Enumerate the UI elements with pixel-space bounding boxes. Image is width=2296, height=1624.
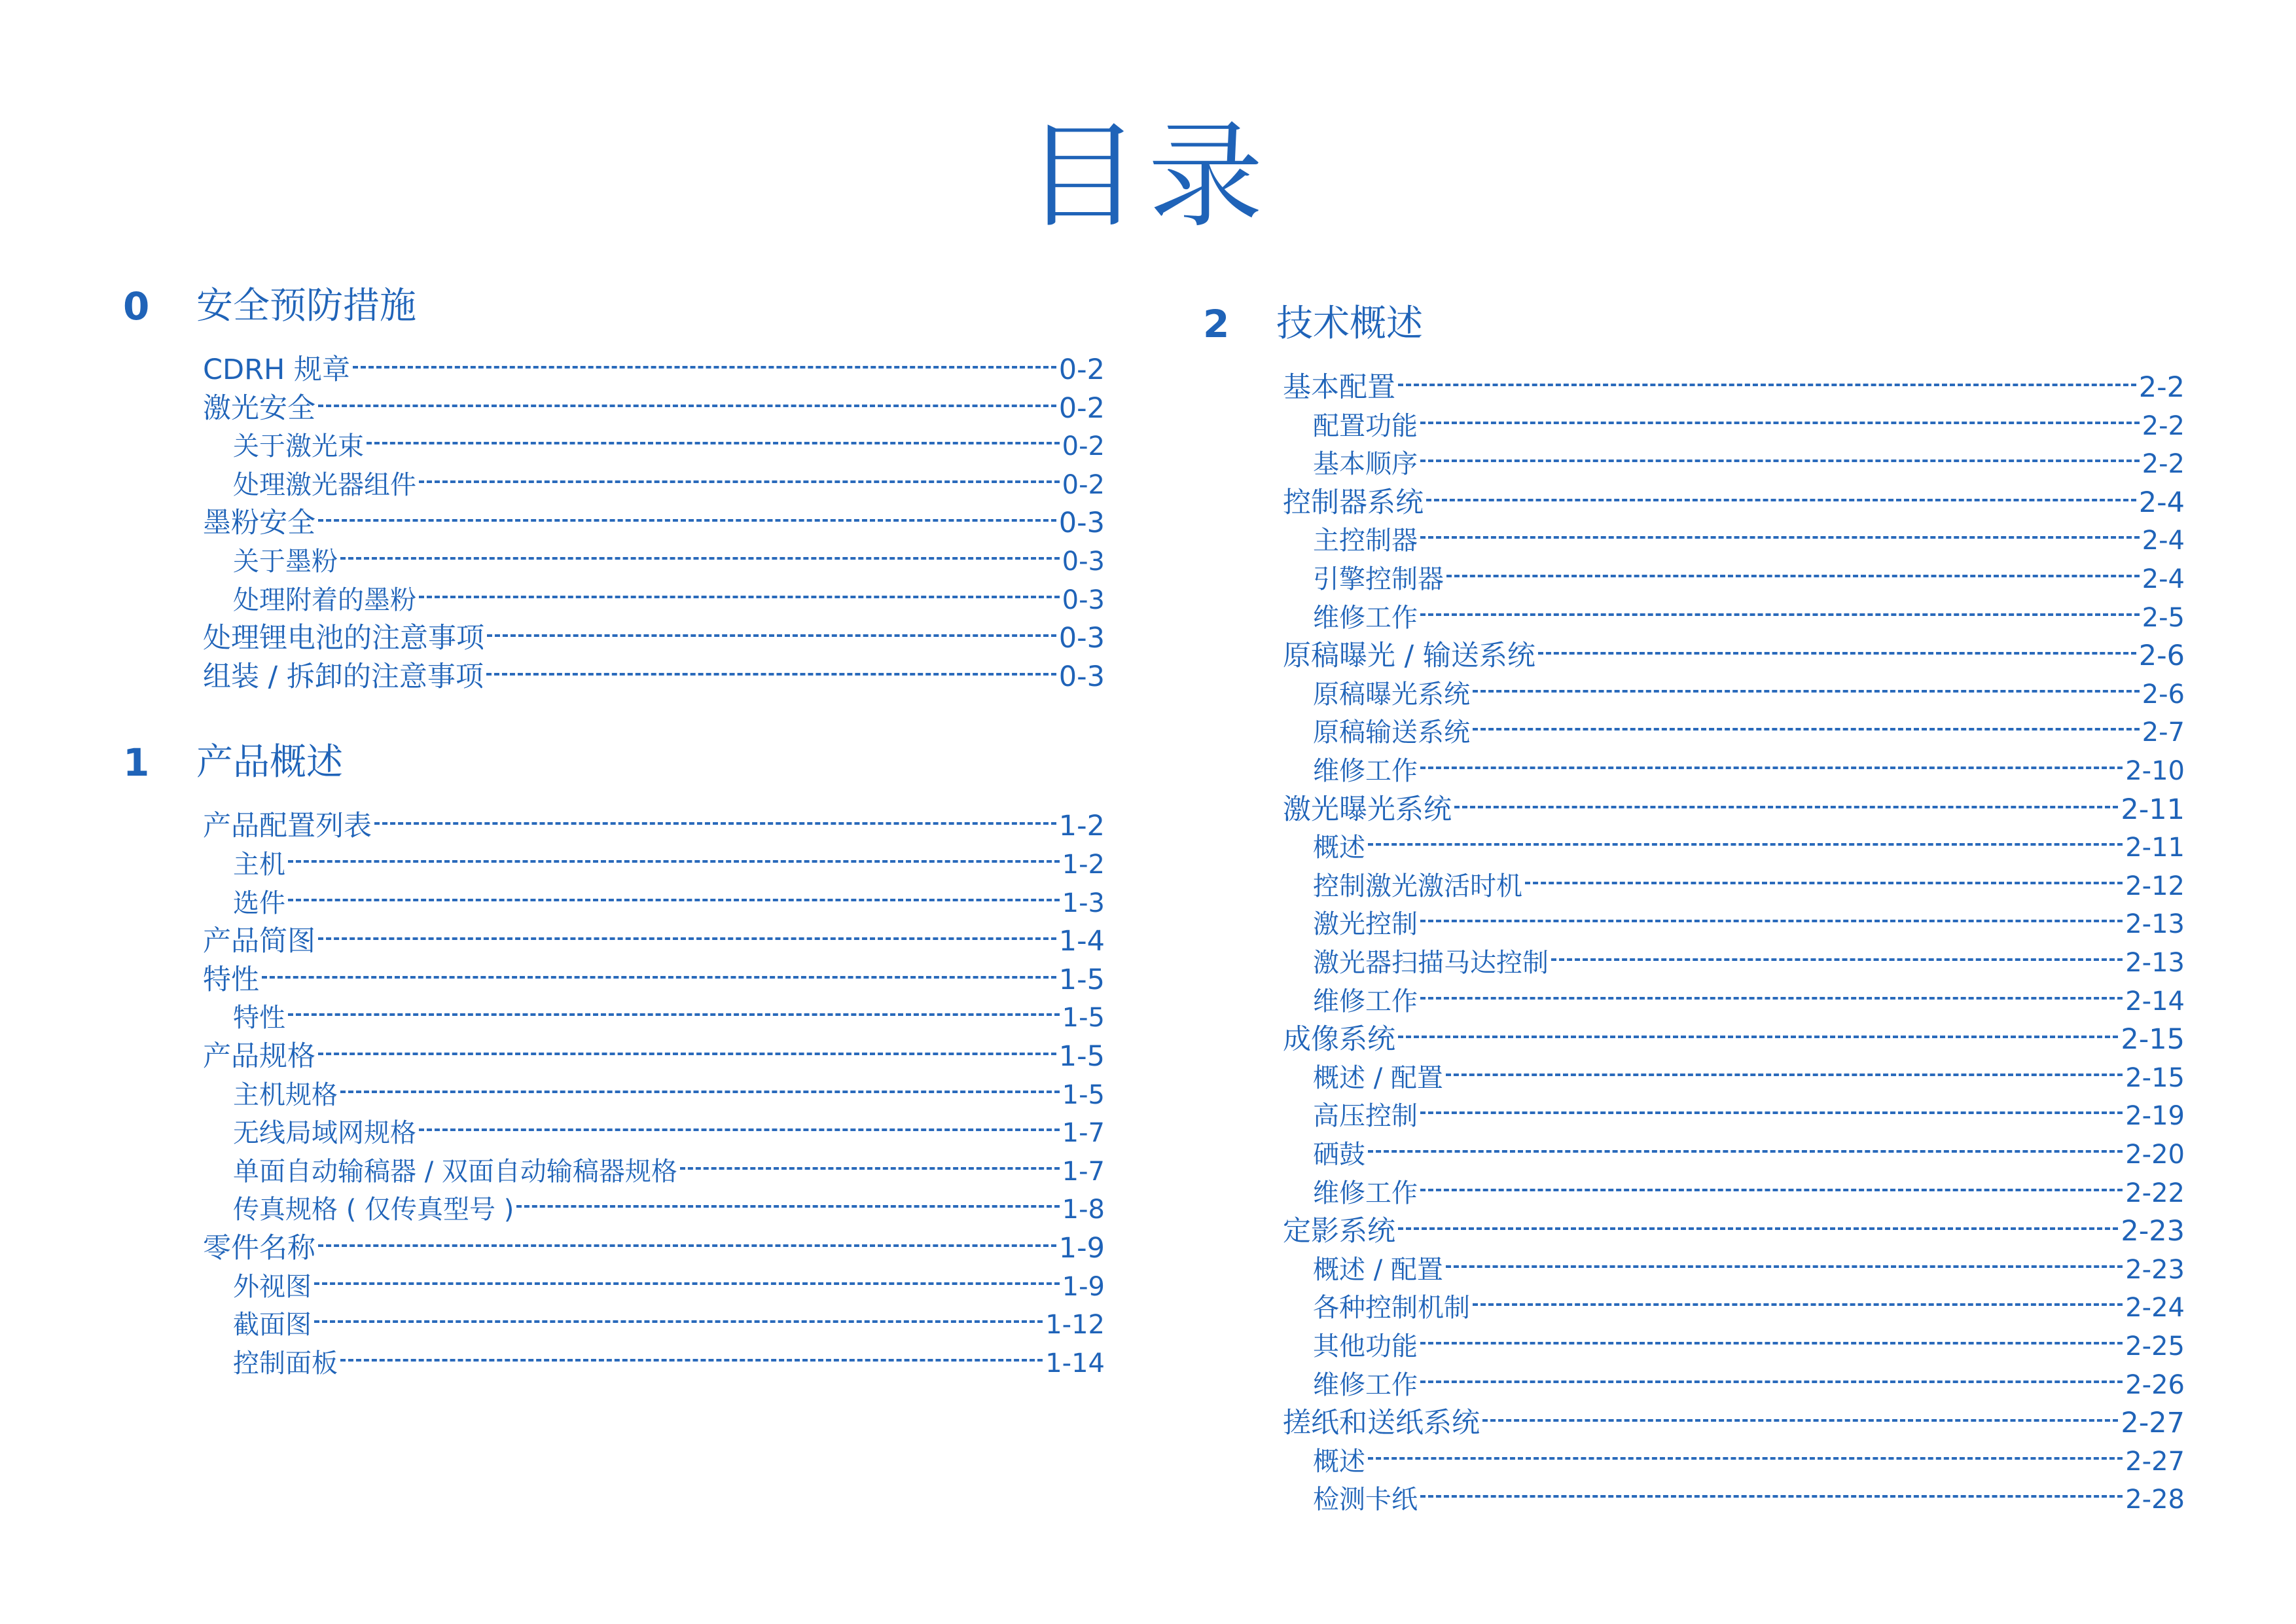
- toc-page-number: 1-4: [1058, 925, 1105, 958]
- toc-entry-label: 概述 / 配置: [1313, 1254, 1443, 1285]
- toc-entry-label: 概述: [1313, 833, 1365, 863]
- dot-leader: [340, 1091, 1060, 1093]
- toc-page-number: 0-3: [1062, 547, 1105, 577]
- toc-page-number: 2-12: [2125, 871, 2185, 901]
- toc-subsection-entry[interactable]: [233, 466, 1105, 504]
- toc-page-number: 1-12: [1045, 1310, 1105, 1341]
- toc-entry-label: 检测卡纸: [1313, 1485, 1418, 1515]
- toc-section-entry[interactable]: [1283, 1020, 2185, 1058]
- dot-leader: [288, 1013, 1060, 1016]
- toc-subsection-entry[interactable]: [1313, 713, 2185, 751]
- toc-entry-label: 产品配置列表: [203, 810, 372, 843]
- toc-entry-label: 处理附着的墨粉: [233, 585, 416, 615]
- toc-page-number: 1-7: [1062, 1156, 1105, 1187]
- toc-entry-label: 选件: [233, 888, 285, 918]
- toc-entry-label: 激光曝光系统: [1283, 793, 1452, 826]
- dot-leader: [1420, 1495, 2123, 1498]
- toc-page-number: 2-22: [2125, 1178, 2185, 1208]
- toc-page-number: 0-2: [1058, 353, 1105, 386]
- dot-leader: [487, 634, 1056, 637]
- toc-section-entry[interactable]: [203, 658, 1105, 696]
- toc-page-number: 1-2: [1058, 810, 1105, 843]
- toc-section-entry[interactable]: [203, 922, 1105, 960]
- toc-section-entry[interactable]: [1283, 1404, 2185, 1442]
- toc-entry-label: 基本配置: [1283, 371, 1395, 404]
- toc-subsection-entry[interactable]: [1313, 676, 2185, 713]
- dot-leader: [1398, 1227, 2118, 1230]
- toc-page-number: 2-11: [2121, 793, 2185, 826]
- dot-leader: [314, 1320, 1043, 1323]
- toc-entry-label: 基本顺序: [1313, 449, 1418, 480]
- dot-leader: [1420, 1111, 2123, 1114]
- toc-page-number: 2-2: [2138, 371, 2185, 404]
- toc-subsection-entry[interactable]: [1313, 1366, 2185, 1404]
- toc-page-number: 2-2: [2142, 410, 2185, 441]
- toc-section-entry[interactable]: [203, 504, 1105, 542]
- toc-subsection-entry[interactable]: [1313, 445, 2185, 483]
- dot-leader: [1473, 690, 2140, 693]
- toc-entry-label: 概述 / 配置: [1313, 1062, 1443, 1093]
- toc-entry-label: 产品简图: [203, 925, 315, 958]
- chapter-number: 2: [1203, 302, 1230, 346]
- toc-subsection-entry[interactable]: [1313, 407, 2185, 445]
- toc-section-entry[interactable]: [203, 1229, 1105, 1267]
- toc-entry-label: 主控制器: [1313, 526, 1418, 556]
- toc-page-number: 0-3: [1058, 660, 1105, 693]
- dot-leader: [340, 557, 1060, 560]
- toc-page-number: 2-24: [2125, 1293, 2185, 1324]
- toc-page-number: 2-23: [2121, 1215, 2185, 1248]
- toc-entry-label: 原稿曝光 / 输送系统: [1283, 640, 1535, 673]
- toc-page-number: 0-2: [1062, 469, 1105, 500]
- toc-page-number: 2-2: [2142, 449, 2185, 480]
- toc-page-number: 1-2: [1062, 850, 1105, 880]
- toc-page-number: 1-9: [1058, 1232, 1105, 1265]
- dot-leader: [353, 366, 1056, 369]
- dot-leader: [1420, 1380, 2123, 1383]
- toc-subsection-entry[interactable]: [233, 846, 1105, 884]
- toc-page-number: 0-3: [1062, 585, 1105, 615]
- toc-page-number: 1-9: [1062, 1271, 1105, 1302]
- toc-subsection-entry[interactable]: [1313, 1289, 2185, 1327]
- toc-entry-label: 配置功能: [1313, 410, 1418, 441]
- dot-leader: [1551, 958, 2123, 961]
- toc-page-number: 1-7: [1062, 1118, 1105, 1149]
- dot-leader: [1426, 499, 2136, 501]
- toc-entry-label: 外视图: [233, 1271, 312, 1302]
- toc-subsection-entry[interactable]: [1313, 1136, 2185, 1174]
- toc-page-number: 2-15: [2121, 1023, 2185, 1056]
- toc-subsection-entry[interactable]: [1313, 1443, 2185, 1481]
- toc-page-number: 2-6: [2138, 640, 2185, 673]
- toc-page-number: 0-2: [1062, 431, 1105, 462]
- toc-page-number: 2-13: [2125, 909, 2185, 940]
- toc-subsection-entry[interactable]: [1313, 905, 2185, 943]
- toc-entry-label: CDRH 规章: [203, 353, 351, 386]
- toc-page-number: 2-26: [2125, 1369, 2185, 1400]
- toc-page-number: 0-3: [1058, 507, 1105, 540]
- dot-leader: [340, 1359, 1043, 1362]
- toc-page-number: 2-20: [2125, 1140, 2185, 1170]
- dot-leader: [1368, 843, 2123, 846]
- toc-page-number: 1-5: [1062, 1079, 1105, 1110]
- toc-subsection-entry[interactable]: [233, 427, 1105, 465]
- toc-entry-label: 原稿曝光系统: [1313, 679, 1470, 710]
- toc-subsection-entry[interactable]: [1313, 1251, 2185, 1289]
- toc-subsection-entry[interactable]: [233, 581, 1105, 619]
- dot-leader: [1446, 1074, 2123, 1076]
- toc-entry-label: 高压控制: [1313, 1101, 1418, 1132]
- toc-subsection-entry[interactable]: [233, 1153, 1105, 1191]
- toc-section-entry[interactable]: [1283, 791, 2185, 829]
- toc-subsection-entry[interactable]: [233, 999, 1105, 1037]
- toc-page-number: 2-6: [2142, 679, 2185, 710]
- toc-page-number: 2-25: [2125, 1331, 2185, 1362]
- toc-section-entry[interactable]: [1283, 1212, 2185, 1250]
- toc-entry-label: 维修工作: [1313, 756, 1418, 786]
- dot-leader: [1482, 1419, 2118, 1422]
- toc-subsection-entry[interactable]: [233, 1344, 1105, 1382]
- dot-leader: [1420, 422, 2140, 424]
- toc-page-number: 2-4: [2142, 526, 2185, 556]
- dot-leader: [1538, 652, 2136, 655]
- dot-leader: [1420, 1189, 2123, 1191]
- chapter-title: 产品概述: [196, 741, 343, 784]
- toc-entry-label: 控制面板: [233, 1348, 338, 1379]
- toc-entry-label: 激光控制: [1313, 909, 1418, 940]
- toc-entry-label: 主机规格: [233, 1079, 338, 1110]
- toc-entry-label: 关于激光束: [233, 431, 364, 462]
- toc-entry-label: 主机: [233, 850, 285, 880]
- dot-leader: [288, 899, 1060, 901]
- dot-leader: [314, 1282, 1060, 1285]
- toc-page-number: 2-28: [2125, 1485, 2185, 1515]
- toc-subsection-entry[interactable]: [233, 543, 1105, 581]
- toc-section-entry[interactable]: [203, 389, 1105, 427]
- toc-page-number: 2-23: [2125, 1254, 2185, 1285]
- toc-section-entry[interactable]: [203, 1038, 1105, 1075]
- toc-entry-label: 其他功能: [1313, 1331, 1418, 1362]
- toc-page-number: 1-5: [1058, 963, 1105, 996]
- toc-section-entry[interactable]: [203, 619, 1105, 657]
- toc-section-entry[interactable]: [203, 961, 1105, 999]
- toc-page-number: 1-5: [1058, 1040, 1105, 1073]
- toc-entry-label: 维修工作: [1313, 986, 1418, 1017]
- dot-leader: [1420, 536, 2140, 539]
- toc-entry-label: 墨粉安全: [203, 507, 315, 540]
- dot-leader: [374, 822, 1056, 825]
- toc-subsection-entry[interactable]: [233, 1268, 1105, 1306]
- toc-entry-label: 原稿输送系统: [1313, 717, 1470, 748]
- toc-subsection-entry[interactable]: [233, 1076, 1105, 1114]
- dot-leader: [1420, 767, 2123, 769]
- dot-leader: [419, 480, 1060, 483]
- toc-entry-label: 处理激光器组件: [233, 469, 416, 500]
- toc-page-number: 2-5: [2142, 602, 2185, 633]
- toc-section-entry[interactable]: [1283, 637, 2185, 675]
- toc-page-number: 1-8: [1062, 1195, 1105, 1225]
- toc-entry-label: 关于墨粉: [233, 547, 338, 577]
- dot-leader: [1473, 728, 2140, 731]
- dot-leader: [1420, 1342, 2123, 1344]
- toc-entry-label: 引擎控制器: [1313, 564, 1444, 594]
- chapter-title: 技术概述: [1276, 302, 1423, 345]
- toc-page-number: 2-4: [2142, 564, 2185, 594]
- toc-entry-label: 特性: [203, 963, 259, 996]
- toc-page-number: 2-13: [2125, 948, 2185, 978]
- toc-page-number: 2-27: [2121, 1407, 2185, 1440]
- toc-entry-label: 组装 / 拆卸的注意事项: [203, 660, 484, 693]
- toc-entry-label: 定影系统: [1283, 1215, 1395, 1248]
- dot-leader: [288, 860, 1060, 863]
- dot-leader: [419, 596, 1060, 598]
- toc-page-number: 0-2: [1058, 391, 1105, 425]
- dot-leader: [1398, 1036, 2118, 1038]
- toc-section-entry[interactable]: [1283, 369, 2185, 406]
- toc-page-number: 1-5: [1062, 1003, 1105, 1034]
- dot-leader: [1420, 997, 2123, 1000]
- toc-entry-label: 控制器系统: [1283, 486, 1424, 519]
- dot-leader: [419, 1128, 1060, 1131]
- toc-entry-label: 维修工作: [1313, 602, 1418, 633]
- toc-page-number: 2-19: [2125, 1101, 2185, 1132]
- toc-entry-label: 维修工作: [1313, 1369, 1418, 1400]
- dot-leader: [318, 937, 1056, 940]
- toc-subsection-entry[interactable]: [233, 884, 1105, 922]
- dot-leader: [486, 673, 1056, 676]
- toc-page-number: 2-14: [2125, 986, 2185, 1017]
- toc-page-number: 1-3: [1062, 888, 1105, 918]
- toc-entry-label: 无线局域网规格: [233, 1118, 416, 1149]
- toc-entry-label: 搓纸和送纸系统: [1283, 1407, 1480, 1440]
- chapter-title: 安全预防措施: [196, 285, 416, 327]
- dot-leader: [1454, 806, 2118, 808]
- dot-leader: [318, 519, 1056, 522]
- dot-leader: [367, 442, 1060, 444]
- toc-entry-label: 传真规格 ( 仅传真型号 ): [233, 1195, 514, 1225]
- dot-leader: [516, 1205, 1059, 1208]
- toc-entry-label: 各种控制机制: [1313, 1293, 1470, 1324]
- toc-subsection-entry[interactable]: [1313, 1327, 2185, 1365]
- toc-subsection-entry[interactable]: [1313, 829, 2185, 867]
- toc-entry-label: 特性: [233, 1003, 285, 1034]
- dot-leader: [318, 1053, 1056, 1055]
- toc-subsection-entry[interactable]: [1313, 522, 2185, 560]
- toc-page-number: 2-27: [2125, 1446, 2185, 1477]
- toc-page-number: 2-11: [2125, 833, 2185, 863]
- toc-page-number: 1-14: [1045, 1348, 1105, 1379]
- dot-leader: [680, 1167, 1060, 1170]
- dot-leader: [1446, 575, 2140, 577]
- dot-leader: [1446, 1265, 2123, 1268]
- toc-entry-label: 维修工作: [1313, 1178, 1418, 1208]
- toc-entry-label: 处理锂电池的注意事项: [203, 622, 484, 655]
- chapter-number: 0: [123, 284, 150, 329]
- chapter-heading[interactable]: [1203, 298, 2185, 350]
- toc-entry-label: 截面图: [233, 1310, 312, 1341]
- toc-entry-label: 控制激光激活时机: [1313, 871, 1522, 901]
- toc-subsection-entry[interactable]: [1313, 599, 2185, 637]
- toc-subsection-entry[interactable]: [233, 1114, 1105, 1152]
- chapter-heading[interactable]: [123, 736, 1105, 789]
- toc-subsection-entry[interactable]: [233, 1306, 1105, 1344]
- toc-entry-label: 概述: [1313, 1446, 1365, 1477]
- dot-leader: [1420, 460, 2140, 462]
- dot-leader: [1473, 1303, 2123, 1306]
- dot-leader: [262, 976, 1056, 979]
- dot-leader: [1368, 1457, 2123, 1460]
- toc-section-entry[interactable]: [203, 807, 1105, 845]
- toc-entry-label: 产品规格: [203, 1040, 315, 1073]
- toc-page-number: 2-4: [2138, 486, 2185, 519]
- toc-page-number: 2-7: [2142, 717, 2185, 748]
- toc-page-number: 2-10: [2125, 756, 2185, 786]
- chapter-number: 1: [123, 740, 150, 785]
- dot-leader: [318, 1244, 1056, 1247]
- dot-leader: [1420, 920, 2123, 922]
- dot-leader: [1525, 882, 2123, 884]
- dot-leader: [1368, 1150, 2123, 1153]
- toc-subsection-entry[interactable]: [1313, 560, 2185, 598]
- toc-subsection-entry[interactable]: [1313, 752, 2185, 790]
- dot-leader: [318, 405, 1056, 407]
- toc-subsection-entry[interactable]: [1313, 1097, 2185, 1135]
- toc-subsection-entry[interactable]: [233, 1191, 1105, 1229]
- toc-entry-label: 单面自动输稿器 / 双面自动输稿器规格: [233, 1156, 677, 1187]
- toc-subsection-entry[interactable]: [1313, 1481, 2185, 1519]
- toc-subsection-entry[interactable]: [1313, 1059, 2185, 1097]
- toc-subsection-entry[interactable]: [1313, 944, 2185, 982]
- toc-entry-label: 激光器扫描马达控制: [1313, 948, 1549, 978]
- page-title: 目录: [1024, 109, 1271, 244]
- toc-entry-label: 硒鼓: [1313, 1140, 1365, 1170]
- toc-page-number: 0-3: [1058, 622, 1105, 655]
- toc-entry-label: 激光安全: [203, 391, 315, 425]
- toc-entry-label: 零件名称: [203, 1232, 315, 1265]
- dot-leader: [1420, 613, 2140, 616]
- dot-leader: [1398, 384, 2136, 386]
- toc-section-entry[interactable]: [1283, 484, 2185, 522]
- toc-subsection-entry[interactable]: [1313, 867, 2185, 905]
- toc-section-entry[interactable]: [203, 351, 1105, 389]
- toc-page-number: 2-15: [2125, 1062, 2185, 1093]
- toc-subsection-entry[interactable]: [1313, 983, 2185, 1020]
- toc-entry-label: 成像系统: [1283, 1023, 1395, 1056]
- toc-subsection-entry[interactable]: [1313, 1174, 2185, 1212]
- chapter-heading[interactable]: [123, 280, 1105, 333]
